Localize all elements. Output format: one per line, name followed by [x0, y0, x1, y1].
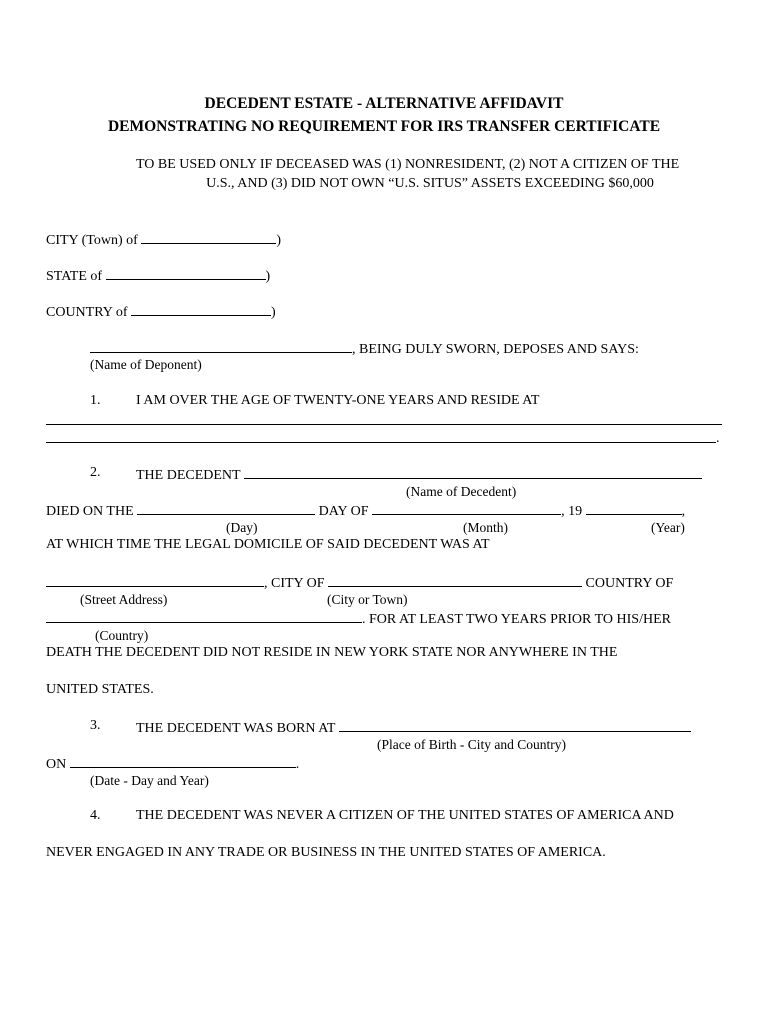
on-label: ON — [46, 757, 67, 772]
death-statement-line-2: UNITED STATES. — [46, 682, 154, 697]
city-of-label: , CITY OF — [264, 576, 325, 591]
para2-number: 2. — [90, 465, 101, 480]
death-date-line — [46, 502, 685, 519]
year-caption: (Year) — [651, 520, 685, 535]
notice-line-1: TO BE USED ONLY IF DECEASED WAS (1) NONRESIDENT, (2) NOT A CITIZEN OF THE — [136, 157, 680, 172]
domicile-text: AT WHICH TIME THE LEGAL DOMICILE OF SAID DECEDENT WAS AT — [46, 537, 490, 552]
para1-number: 1. — [90, 393, 101, 408]
death-year-blank[interactable] — [586, 502, 682, 515]
street-address-blank[interactable] — [46, 574, 264, 587]
country-caption: (Country) — [95, 628, 149, 643]
para3-period: . — [295, 757, 300, 772]
died-on-label: DIED ON THE — [46, 504, 134, 519]
domicile-country-blank[interactable] — [46, 610, 362, 623]
city-close-paren: ) — [276, 233, 281, 248]
year-comma: , — [681, 504, 686, 519]
day-of-label: DAY OF — [318, 504, 369, 519]
deponent-caption: (Name of Deponent) — [90, 357, 202, 372]
deponent-line — [90, 340, 639, 357]
country-close-paren: ) — [271, 305, 276, 320]
state-close-paren: ) — [265, 269, 271, 284]
para1-period: . — [716, 431, 720, 446]
birth-date-caption: (Date - Day and Year) — [90, 773, 209, 788]
para4-number: 4. — [90, 808, 101, 823]
state-venue-line — [46, 267, 270, 284]
country-label: COUNTRY of — [46, 305, 128, 320]
decedent-caption: (Name of Decedent) — [406, 484, 517, 499]
birth-date-line — [46, 755, 299, 772]
document-title-line-1: DECEDENT ESTATE - ALTERNATIVE AFFIDAVIT — [204, 95, 564, 112]
birth-date-blank[interactable] — [70, 755, 296, 768]
decedent-label: THE DECEDENT — [136, 468, 241, 483]
domicile-city-blank[interactable] — [328, 574, 582, 587]
para3-number: 3. — [90, 718, 101, 733]
notice-line-2: U.S., AND (3) DID NOT OWN “U.S. SITUS” ASSETS EXCEEDING $60,000 — [206, 176, 654, 191]
birthplace-line — [136, 719, 691, 736]
domicile-country-line — [46, 610, 671, 627]
country-venue-line — [46, 303, 276, 320]
state-blank[interactable] — [106, 267, 266, 280]
city-venue-line — [46, 231, 281, 248]
city-label: CITY (Town) of — [46, 233, 138, 248]
decedent-line — [136, 466, 702, 483]
city-blank[interactable] — [141, 231, 276, 244]
country-of-label: COUNTRY OF — [585, 576, 674, 591]
deponent-name-blank[interactable] — [90, 340, 352, 353]
month-caption: (Month) — [463, 520, 508, 535]
document-title-line-2: DEMONSTRATING NO REQUIREMENT FOR IRS TRANSFER CERTIFICATE — [107, 118, 661, 135]
born-at-label: THE DECEDENT WAS BORN AT — [136, 721, 336, 736]
birthplace-caption: (Place of Birth - City and Country) — [377, 737, 566, 752]
death-day-blank[interactable] — [137, 502, 315, 515]
para4-line-2: NEVER ENGAGED IN ANY TRADE OR BUSINESS IN THE UNITED STATES OF AMERICA. — [46, 845, 606, 860]
residence-blank-line-2[interactable] — [46, 442, 716, 443]
state-label: STATE of — [46, 269, 103, 284]
para1-text: I AM OVER THE AGE OF TWENTY-ONE YEARS AND RESIDE AT — [136, 393, 540, 408]
death-statement-line-1: DEATH THE DECEDENT DID NOT RESIDE IN NEW YORK STATE NOR ANYWHERE IN THE — [46, 645, 618, 660]
domicile-address-line — [46, 574, 673, 591]
two-years-text: . FOR AT LEAST TWO YEARS PRIOR TO HIS/HER — [362, 612, 671, 627]
deponent-sworn-text: , BEING DULY SWORN, DEPOSES AND SAYS: — [352, 342, 639, 357]
birthplace-blank[interactable] — [339, 719, 691, 732]
country-blank[interactable] — [131, 303, 271, 316]
year-prefix: , 19 — [561, 504, 583, 519]
residence-blank-line-1[interactable] — [46, 424, 722, 425]
para4-line-1: THE DECEDENT WAS NEVER A CITIZEN OF THE UNITED STATES OF AMERICA AND — [136, 808, 674, 823]
street-caption: (Street Address) — [80, 592, 168, 607]
death-month-blank[interactable] — [372, 502, 561, 515]
decedent-name-blank[interactable] — [244, 466, 702, 479]
day-caption: (Day) — [226, 520, 258, 535]
city-caption: (City or Town) — [327, 592, 408, 607]
